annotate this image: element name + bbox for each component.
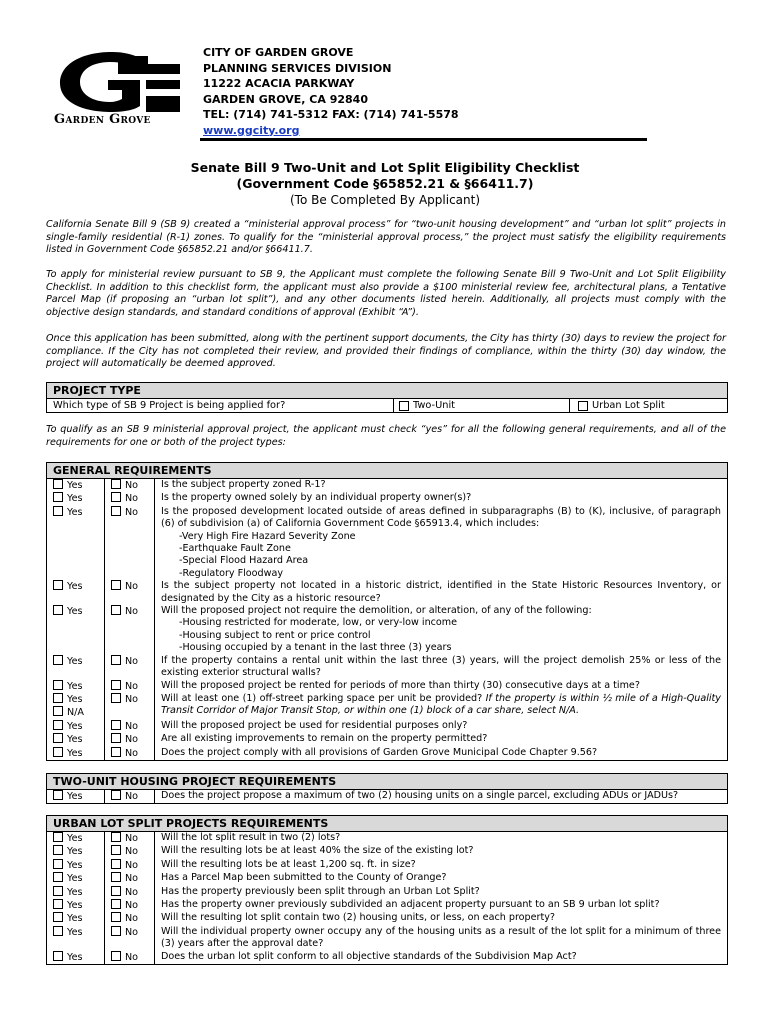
- org-line: TEL: (714) 741-5312 FAX: (714) 741-5578: [203, 108, 459, 121]
- no-label: No: [125, 873, 139, 885]
- no-checkbox[interactable]: [111, 790, 121, 800]
- yes-checkbox[interactable]: [53, 492, 63, 502]
- question-text: Will the lot split result in two (2) lots?: [161, 832, 341, 843]
- urban-lot-split-checkbox[interactable]: [578, 401, 588, 411]
- question-text: Will the resulting lot split contain two (2) housing units, or less, on each property?: [161, 912, 556, 924]
- yes-checkbox[interactable]: [53, 720, 63, 730]
- logo-text: Garden Grove: [54, 112, 151, 127]
- question-sub-item: -Housing subject to rent or price control: [179, 629, 371, 641]
- requirement-row: [47, 680, 727, 693]
- question-note: If the property is within ½ mile of a High-Quality Transit Corridor of Major Transit Stop, or within one (1) block of a car share, select N/A.: [161, 692, 721, 717]
- yes-label: Yes: [67, 859, 83, 871]
- no-label: No: [125, 493, 139, 505]
- requirement-row: [47, 747, 727, 760]
- requirement-row: [47, 899, 727, 912]
- no-checkbox[interactable]: [111, 580, 121, 590]
- yes-checkbox[interactable]: [53, 899, 63, 909]
- no-label: No: [125, 951, 139, 963]
- requirement-row: [47, 872, 727, 885]
- yes-label: Yes: [67, 913, 83, 925]
- yes-checkbox[interactable]: [53, 506, 63, 516]
- question-text: Is the subject property not located in a historic district, identified in the State Historic Resources Inventory, or designated by the City as a historic resource?: [161, 580, 721, 604]
- na-checkbox[interactable]: [53, 706, 63, 716]
- no-label: No: [125, 480, 139, 491]
- title-line-1: Senate Bill 9 Two-Unit and Lot Split Eligibility Checklist: [190, 160, 580, 175]
- yes-label: Yes: [67, 480, 83, 491]
- question-sub-item: -Very High Fire Hazard Severity Zone: [179, 530, 356, 542]
- question-text: Has a Parcel Map been submitted to the County of Orange?: [161, 872, 447, 884]
- question-sub-item: -Special Flood Hazard Area: [179, 555, 309, 567]
- requirement-row: [47, 859, 727, 872]
- requirement-row: [47, 479, 727, 492]
- question-text: Are all existing improvements to remain on the property permitted?: [161, 733, 488, 745]
- no-checkbox[interactable]: [111, 912, 121, 922]
- yes-label: Yes: [67, 791, 83, 802]
- organization-address: [203, 45, 459, 138]
- no-checkbox[interactable]: [111, 492, 121, 502]
- two-unit-checkbox[interactable]: [399, 401, 409, 411]
- no-checkbox[interactable]: [111, 680, 121, 690]
- urban-lot-split-requirements-section: [46, 815, 728, 965]
- urban-lot-split-label: Urban Lot Split: [592, 400, 665, 411]
- requirement-row: [47, 693, 727, 720]
- no-checkbox[interactable]: [111, 720, 121, 730]
- section-heading: TWO-UNIT HOUSING PROJECT REQUIREMENTS: [47, 774, 727, 790]
- yes-label: Yes: [67, 693, 83, 705]
- no-checkbox[interactable]: [111, 899, 121, 909]
- requirement-row: [47, 951, 727, 964]
- document-title: [0, 160, 770, 208]
- header-rule: [200, 138, 647, 141]
- question-text: [155, 605, 727, 655]
- section-heading: URBAN LOT SPLIT PROJECTS REQUIREMENTS: [47, 816, 727, 832]
- yes-label: Yes: [67, 846, 83, 858]
- website-link[interactable]: www.ggcity.org: [203, 123, 300, 137]
- no-label: No: [125, 859, 139, 871]
- yes-checkbox[interactable]: [53, 733, 63, 743]
- yes-label: Yes: [67, 734, 83, 746]
- no-checkbox[interactable]: [111, 872, 121, 882]
- yes-checkbox[interactable]: [53, 747, 63, 757]
- requirement-row: [47, 655, 727, 680]
- requirement-row: [47, 926, 727, 951]
- question-text: Will the resulting lots be at least 40% the size of the existing lot?: [161, 845, 474, 857]
- requirement-row: [47, 790, 727, 803]
- no-label: No: [125, 886, 139, 898]
- no-label: No: [125, 900, 139, 912]
- requirement-row: [47, 605, 727, 655]
- requirement-row: [47, 912, 727, 925]
- question-text: Has the property owner previously subdivided an adjacent property pursuant to an SB 9 urban lot split?: [161, 899, 660, 911]
- question-sub-item: -Earthquake Fault Zone: [179, 543, 291, 555]
- no-label: No: [125, 913, 139, 925]
- question-main: Is the proposed development located outside of areas defined in subparagraphs (B) to (K), inclusive, of paragraph (6) of subdivision (a) of California Government Code §65913.4, which includes:: [161, 505, 721, 530]
- question-text: Has the property previously been split through an Urban Lot Split?: [161, 885, 480, 897]
- no-label: No: [125, 693, 139, 705]
- no-checkbox[interactable]: [111, 859, 121, 869]
- no-checkbox[interactable]: [111, 479, 121, 489]
- question-sub-item: -Housing occupied by a tenant in the last three (3) years: [179, 642, 452, 654]
- yes-checkbox[interactable]: [53, 655, 63, 665]
- yes-label: Yes: [67, 680, 83, 692]
- yes-label: Yes: [67, 655, 83, 667]
- org-line: CITY OF GARDEN GROVE: [203, 46, 354, 59]
- org-line: GARDEN GROVE, CA 92840: [203, 92, 368, 106]
- yes-checkbox[interactable]: [53, 605, 63, 615]
- question-text: Does the project propose a maximum of two (2) housing units on a single parcel, excluding ADUs or JADUs?: [161, 790, 679, 801]
- intro-paragraph-3: Once this application has been submitted, along with the pertinent support documents, the City has thirty (30) days to review the project for compliance. If the City has not completed their review, and provided their findings of compliance, within the thirty (30) day window, the project will automatically be deemed approved.: [46, 333, 726, 370]
- question-text: Does the urban lot split conform to all objective standards of the Subdivision Map Act?: [161, 950, 577, 962]
- question-text: Will the individual property owner occupy any of the housing units as a result of the lot split for a minimum of three (3) years after the approval date?: [161, 925, 721, 950]
- question-sub-item: -Regulatory Floodway: [179, 567, 284, 579]
- requirement-row: [47, 733, 727, 746]
- no-label: No: [125, 846, 139, 858]
- requirement-row: [47, 832, 727, 845]
- yes-label: Yes: [67, 747, 83, 759]
- yes-checkbox[interactable]: [53, 951, 63, 961]
- general-requirements-section: [46, 462, 728, 761]
- requirement-row: [47, 580, 727, 605]
- question-text: Is the property owned solely by an individual property owner(s)?: [161, 492, 472, 504]
- no-label: No: [125, 926, 139, 938]
- intro-paragraph-2: To apply for ministerial review pursuant to SB 9, the Applicant must complete the following Senate Bill 9 Two-Unit and Lot Split Eligibility Checklist. In addition to this checklist form, the applicant must also provide a $100 ministerial review fee, architectural plans, a Tentative Parcel Map (if proposing an “urban lot split”), and any other documents listed herein. Additionally, all projects must comply with the objective design standards, and standard conditions of approval (Exhibit “A”).: [46, 269, 726, 318]
- no-checkbox[interactable]: [111, 886, 121, 896]
- no-label: No: [125, 791, 139, 802]
- question-text: Does the project comply with all provisions of Garden Grove Municipal Code Chapter 9.56?: [161, 746, 598, 758]
- requirement-row: [47, 506, 727, 580]
- no-checkbox[interactable]: [111, 951, 121, 961]
- no-checkbox[interactable]: [111, 605, 121, 615]
- yes-label: Yes: [67, 581, 83, 593]
- yes-label: Yes: [67, 506, 83, 518]
- no-checkbox[interactable]: [111, 832, 121, 842]
- yes-checkbox[interactable]: [53, 872, 63, 882]
- title-line-3: (To Be Completed By Applicant): [289, 193, 481, 207]
- yes-checkbox[interactable]: [53, 832, 63, 842]
- question-text: [155, 506, 727, 580]
- yes-label: Yes: [67, 833, 83, 844]
- question-text: If the property contains a rental unit within the last three (3) years, will the project demolish 25% or less of the existing exterior structural walls?: [161, 654, 721, 679]
- no-checkbox[interactable]: [111, 655, 121, 665]
- no-label: No: [125, 606, 139, 618]
- question-text: Is the subject property zoned R-1?: [161, 479, 326, 490]
- org-line: 11222 ACACIA PARKWAY: [203, 77, 355, 90]
- yes-label: Yes: [67, 926, 83, 938]
- no-label: No: [125, 581, 139, 593]
- yes-checkbox[interactable]: [53, 912, 63, 922]
- question-text: [155, 693, 727, 720]
- section-heading: PROJECT TYPE: [47, 383, 727, 399]
- question-text: Will the resulting lots be at least 1,200 sq. ft. in size?: [161, 858, 416, 870]
- yes-checkbox[interactable]: [53, 926, 63, 936]
- yes-label: Yes: [67, 951, 83, 963]
- no-checkbox[interactable]: [111, 733, 121, 743]
- two-unit-label: Two-Unit: [413, 400, 456, 411]
- yes-checkbox[interactable]: [53, 845, 63, 855]
- requirement-row: [47, 492, 727, 505]
- no-label: No: [125, 720, 139, 732]
- qualify-paragraph: To qualify as an SB 9 ministerial approval project, the applicant must check “yes” for all the following general requirements, and all of the requirements for one or both of the project types:: [46, 424, 726, 448]
- yes-checkbox[interactable]: [53, 479, 63, 489]
- na-label: N/A: [67, 707, 84, 719]
- no-label: No: [125, 734, 139, 746]
- question-text: Will the proposed project be rented for periods of more than thirty (30) consecutive days at a time?: [161, 679, 640, 691]
- yes-label: Yes: [67, 886, 83, 898]
- title-line-2: (Government Code §65852.21 & §66411.7): [236, 176, 534, 191]
- no-label: No: [125, 747, 139, 759]
- no-label: No: [125, 680, 139, 692]
- no-label: No: [125, 655, 139, 667]
- no-checkbox[interactable]: [111, 926, 121, 936]
- yes-label: Yes: [67, 900, 83, 912]
- no-checkbox[interactable]: [111, 693, 121, 703]
- question-sub-item: -Housing restricted for moderate, low, or very-low income: [179, 617, 458, 629]
- section-heading: GENERAL REQUIREMENTS: [47, 463, 727, 479]
- no-label: No: [125, 506, 139, 518]
- question-main: Will at least one (1) off-street parking space per unit be provided?: [161, 692, 486, 704]
- yes-label: Yes: [67, 720, 83, 732]
- yes-label: Yes: [67, 873, 83, 885]
- requirement-row: [47, 720, 727, 733]
- requirement-row: [47, 886, 727, 899]
- question-main: Will the proposed project not require the demolition, or alteration, of any of the following:: [161, 605, 592, 617]
- no-label: No: [125, 833, 139, 844]
- project-type-question: Which type of SB 9 Project is being applied for?: [47, 399, 394, 412]
- yes-checkbox[interactable]: [53, 693, 63, 703]
- no-checkbox[interactable]: [111, 845, 121, 855]
- two-unit-requirements-section: [46, 773, 728, 804]
- no-checkbox[interactable]: [111, 506, 121, 516]
- org-line: PLANNING SERVICES DIVISION: [203, 61, 392, 75]
- no-checkbox[interactable]: [111, 747, 121, 757]
- yes-checkbox[interactable]: [53, 886, 63, 896]
- yes-label: Yes: [67, 606, 83, 618]
- yes-label: Yes: [67, 493, 83, 505]
- yes-checkbox[interactable]: [53, 680, 63, 690]
- yes-checkbox[interactable]: [53, 580, 63, 590]
- project-type-section: [46, 382, 728, 413]
- requirement-row: [47, 845, 727, 858]
- intro-paragraph-1: California Senate Bill 9 (SB 9) created a “ministerial approval process” for “two-unit housing development” and “urban lot split” projects in single-family residential (R-1) zones. To qualify for the “ministerial approval process,” the project must satisfy the eligibility requirements listed in Government Code §65852.21 and/or §66411.7.: [46, 219, 726, 256]
- yes-checkbox[interactable]: [53, 790, 63, 800]
- question-text: Will the proposed project be used for residential purposes only?: [161, 719, 468, 731]
- yes-checkbox[interactable]: [53, 859, 63, 869]
